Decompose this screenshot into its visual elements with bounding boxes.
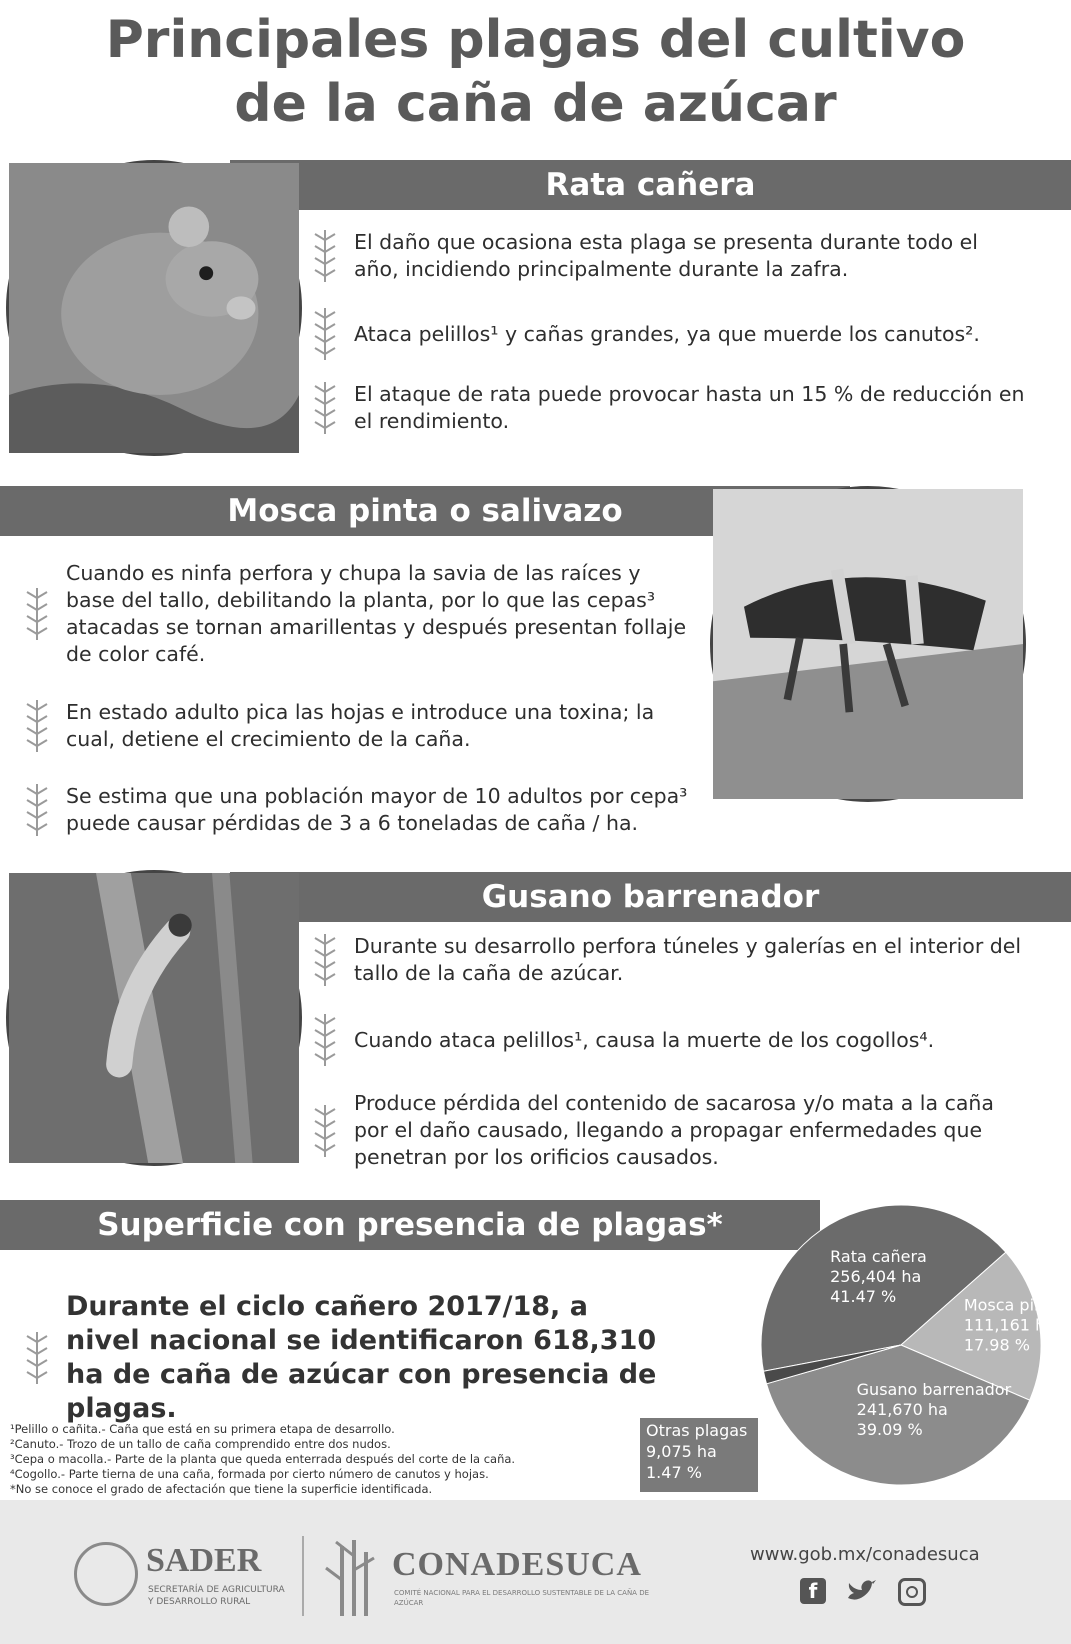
sader-seal-icon bbox=[74, 1542, 138, 1606]
pie-chart bbox=[756, 1200, 1061, 1490]
pie-slice-label: Mosca pinta bbox=[963, 1295, 1061, 1315]
gusano-text-1: Durante su desarrollo perfora túneles y galerías en el interior del tallo de la caña de azúcar. bbox=[354, 934, 1022, 985]
surface-summary-text: Durante el ciclo cañero 2017/18, a nivel nacional se identificaron 618,310 ha de caña de azúcar con presencia de plagas. bbox=[66, 1291, 657, 1424]
title-line-2: de la caña de azúcar bbox=[234, 74, 837, 134]
sugarcane-leaf-icon bbox=[310, 228, 340, 284]
website-link[interactable]: www.gob.mx/conadesuca bbox=[750, 1544, 980, 1565]
rata-text-2: Ataca pelillos¹ y cañas grandes, ya que muerde los canutos². bbox=[354, 321, 980, 346]
other-pests-percent: 1.47 % bbox=[646, 1463, 702, 1482]
spittlebug-photo bbox=[710, 486, 1026, 802]
footnote: ¹Pelillo o cañita.- Caña que está en su primera etapa de desarrollo. bbox=[10, 1422, 395, 1436]
facebook-icon[interactable]: f bbox=[800, 1578, 826, 1604]
sugarcane-leaf-icon bbox=[22, 586, 52, 642]
footer bbox=[0, 1500, 1071, 1644]
mosca-text-2: En estado adulto pica las hojas e introduce una toxina; la cual, detiene el crecimiento de la caña. bbox=[66, 700, 655, 751]
section-heading-rata: Rata cañera bbox=[230, 160, 1071, 210]
gusano-text-3: Produce pérdida del contenido de sacarosa y/o mata a la caña por el daño causado, llegando a propagar enfermedades que penetran por los orificios causados. bbox=[354, 1091, 994, 1169]
sugarcane-leaf-icon bbox=[310, 306, 340, 362]
mosca-item-3 bbox=[22, 782, 712, 838]
sugarcane-leaf-icon bbox=[22, 698, 52, 754]
sugarcane-leaf-icon bbox=[310, 932, 340, 988]
pie-slice-label: Rata cañera bbox=[830, 1247, 927, 1267]
pie-slice-label: 256,404 ha bbox=[830, 1267, 922, 1287]
mosca-item-2 bbox=[22, 698, 692, 754]
page-title bbox=[0, 8, 1071, 136]
pie-slice-label: 241,670 ha bbox=[856, 1399, 948, 1419]
pie-slice-label: 41.47 % bbox=[830, 1287, 897, 1307]
section-heading-gusano: Gusano barrenador bbox=[230, 872, 1071, 922]
other-pests-name: Otras plagas bbox=[646, 1421, 748, 1440]
sugarcane-leaf-icon bbox=[310, 1103, 340, 1159]
section-heading-mosca: Mosca pinta o salivazo bbox=[0, 486, 850, 536]
footnote: ²Canuto.- Trozo de un tallo de caña comprendido entre dos nudos. bbox=[10, 1437, 391, 1451]
twitter-icon[interactable] bbox=[846, 1578, 876, 1604]
section-heading-superficie: Superficie con presencia de plagas* bbox=[0, 1200, 820, 1250]
title-line-1: Principales plagas del cultivo bbox=[105, 10, 966, 70]
sugarcane-leaf-icon bbox=[22, 782, 52, 838]
mosca-text-3: Se estima que una población mayor de 10 adultos por cepa³ puede causar pérdidas de 3 a 6 toneladas de caña / ha. bbox=[66, 784, 688, 835]
mosca-text-1: Cuando es ninfa perfora y chupa la savia de las raíces y base del tallo, debilitando la planta, por lo que las cepas³ atacadas se tornan amarillentas y después presentan follaje de color café. bbox=[66, 561, 687, 666]
sugarcane-leaf-icon bbox=[310, 380, 340, 436]
pie-slice-label: Gusano barrenador bbox=[856, 1379, 1012, 1399]
footnotes bbox=[10, 1422, 515, 1497]
other-pests-label bbox=[640, 1418, 758, 1492]
gusano-text-2: Cuando ataca pelillos¹, causa la muerte de los cogollos⁴. bbox=[354, 1027, 935, 1052]
conadesuca-logo-text: CONADESUCA bbox=[392, 1546, 642, 1583]
rata-item-1 bbox=[310, 228, 1010, 284]
borer-photo bbox=[6, 870, 302, 1166]
sugarcane-leaf-icon bbox=[22, 1330, 52, 1386]
pie-slice-label: 39.09 % bbox=[856, 1419, 923, 1439]
rata-text-3: El ataque de rata puede provocar hasta un 15 % de reducción en el rendimiento. bbox=[354, 382, 1025, 433]
gusano-item-3 bbox=[310, 1090, 1030, 1171]
gusano-item-2 bbox=[310, 1012, 1030, 1068]
rata-text-1: El daño que ocasiona esta plaga se presenta durante todo el año, incidiendo principalmente durante la zafra. bbox=[354, 230, 978, 281]
rata-item-2 bbox=[310, 306, 1030, 362]
sugarcane-leaf-icon bbox=[310, 1012, 340, 1068]
other-pests-ha: 9,075 ha bbox=[646, 1442, 717, 1461]
rat-photo bbox=[6, 160, 302, 456]
footnote: ³Cepa o macolla.- Parte de la planta que queda enterrada después del corte de la caña. bbox=[10, 1452, 516, 1466]
sader-subtitle: SECRETARÍA DE AGRICULTURA Y DESARROLLO RURAL bbox=[148, 1585, 285, 1607]
rata-item-3 bbox=[310, 380, 1030, 436]
logo-divider bbox=[302, 1536, 304, 1616]
instagram-icon[interactable] bbox=[898, 1578, 926, 1606]
gusano-item-1 bbox=[310, 932, 1030, 988]
sader-logo-text: SADER bbox=[146, 1542, 262, 1579]
mosca-item-1 bbox=[22, 560, 692, 668]
surface-summary bbox=[22, 1290, 662, 1426]
conadesuca-subtitle: COMITÉ NACIONAL PARA EL DESARROLLO SUSTENTABLE DE LA CAÑA DE AZÚCAR bbox=[394, 1589, 650, 1607]
pie-slice-label: 17.98 % bbox=[963, 1335, 1030, 1355]
footnote: *No se conoce el grado de afectación que tiene la superficie identificada. bbox=[10, 1482, 433, 1496]
conadesuca-cane-icon bbox=[322, 1536, 382, 1616]
footnote: ⁴Cogollo.- Parte tierna de una caña, formada por cierto número de canutos y hojas. bbox=[10, 1467, 489, 1481]
pie-slice-label: 111,161 ha bbox=[963, 1315, 1056, 1335]
